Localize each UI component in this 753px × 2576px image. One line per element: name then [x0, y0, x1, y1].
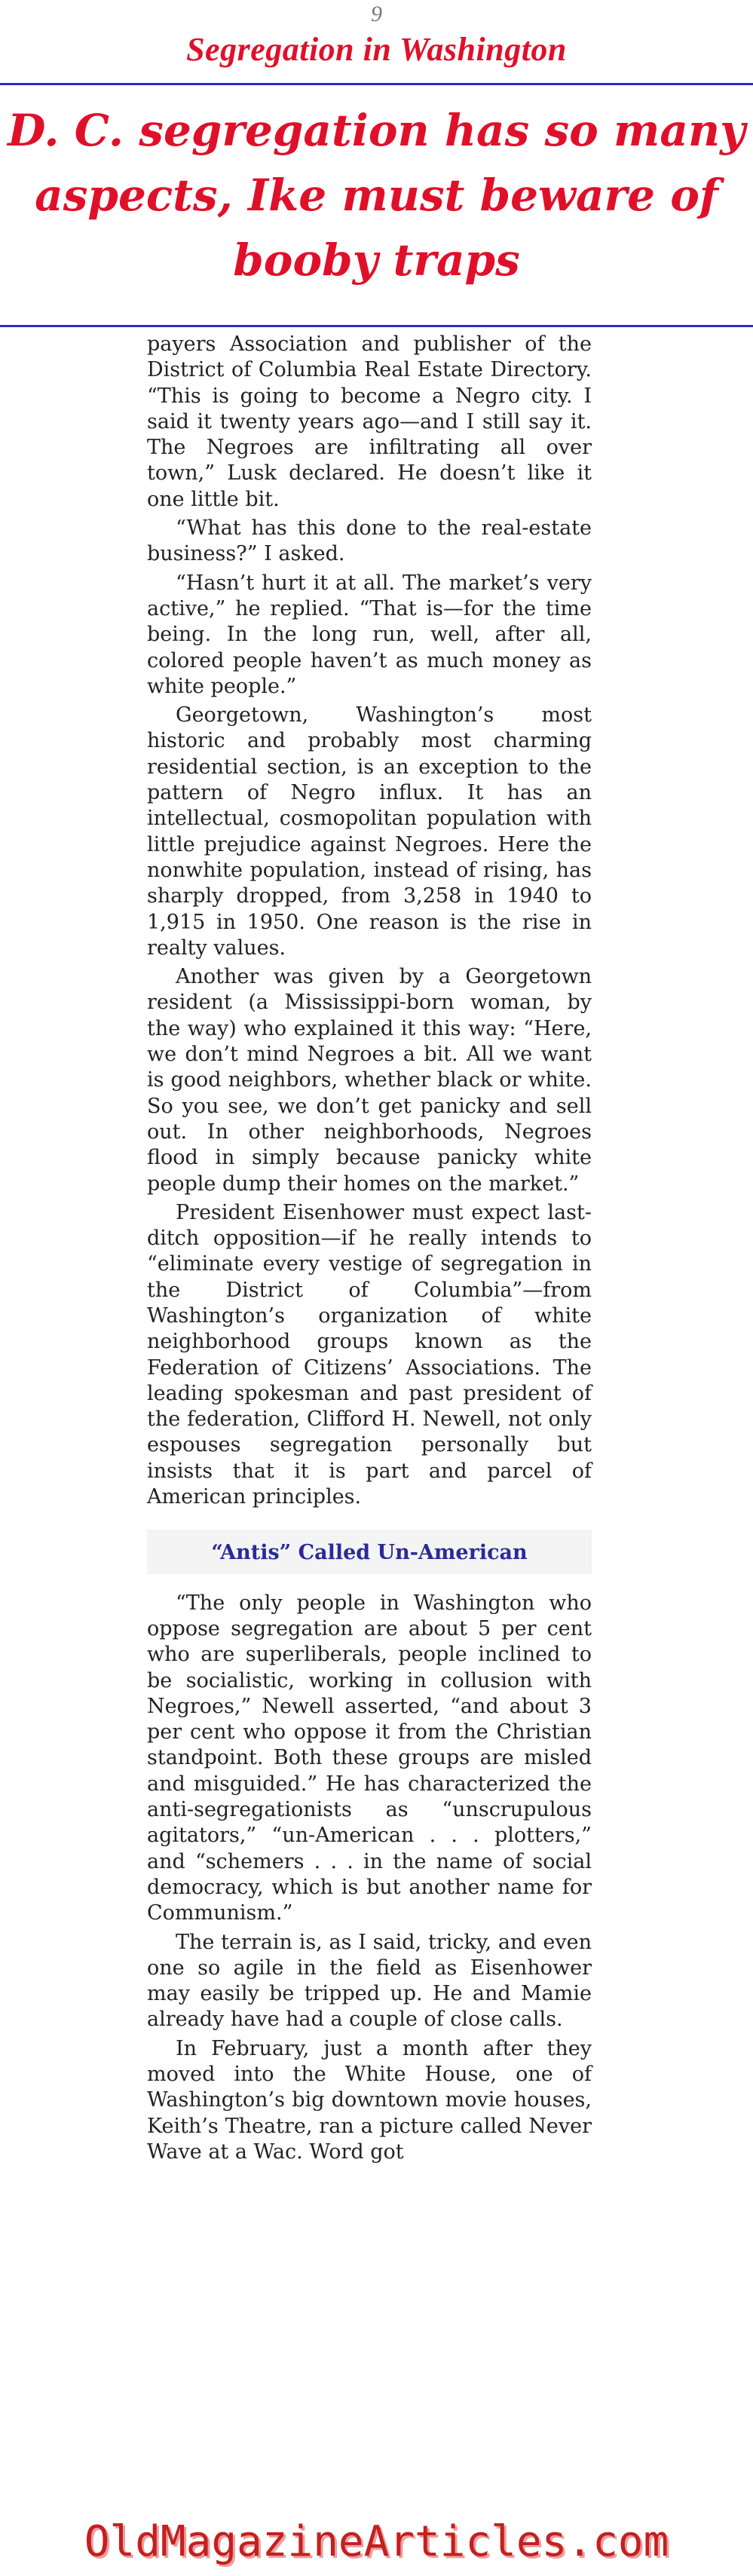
headline-line-1: D. C. segregation has so many	[8, 105, 745, 156]
section-title: Segregation in Washington	[186, 31, 567, 68]
article-paragraph: “What has this done to the real-estate business?” I asked.	[147, 516, 592, 566]
article-paragraph: Georgetown, Washington’s most historic and probably most charming residential section, is an exception to the pattern of Negro influx. It has an intellectual, cosmopolitan population with little prejudice against Negroes. Here the nonwhite population, instead of rising, has sharply dropped, from 3,258 in 1940 to 1,915 in 1950. One reason is the rise in realty values.	[147, 703, 592, 960]
article-paragraph: payers Association and publisher of the District of Columbia Real Estate Directory. “This is going to become a Negro city. I said it twenty years ago—and I still say it. The Negroes are infiltrating all over town,” Lusk declared. He doesn’t like it one little bit.	[147, 332, 592, 511]
article-paragraph: The terrain is, as I said, tricky, and even one so agile in the field as Eisenhower may easily be tripped up. He and Mamie already have had a couple of close calls.	[147, 1930, 592, 2032]
article-paragraph: In February, just a month after they moved into the White House, one of Washington’s big downtown movie houses, Keith’s Theatre, ran a picture called Never Wave at a Wac. Word got	[147, 2036, 592, 2164]
article-body	[147, 332, 592, 2168]
headline-line-2: aspects, Ike must beware of	[35, 170, 718, 221]
article-paragraph: Another was given by a Georgetown resident (a Mississippi-born woman, by the way) who explained it this way: “Here, we don’t mind Negroes a bit. All we want is good neighbors, whether black or white. So you see, we don’t get panicky and sell out. In other neighborhoods, Negroes flood in simply because panicky white people dump their homes on the market.”	[147, 965, 592, 1196]
headline-divider	[0, 325, 753, 327]
article-paragraph: President Eisenhower must expect last-ditch opposition—if he really intends to “eliminate every vestige of segregation in the District of Columbia”—from Washington’s organization of white neighborhood groups known as the Federation of Citizens’ Associations. The leading spokesman and past president of the federation, Clifford H. Newell, not only espouses segregation personally but insists that it is part and parcel of American principles.	[147, 1200, 592, 1509]
article-subheading: “Antis” Called Un-American	[147, 1530, 592, 1573]
article-paragraph: “The only people in Washington who oppose segregation are about 5 per cent who are superliberals, people inclined to be socialistic, working in collusion with Negroes,” Newell asserted, “and about 3 per cent who oppose it from the Christian standpoint. Both these groups are misled and misguided.” He has characterized the anti-segregationists as “unscrupulous agitators,” “un-American . . . plotters,” and “schemers . . . in the name of social democracy, which is but another name for Communism.”	[147, 1591, 592, 1925]
header-divider	[0, 83, 753, 85]
footer-site-name: OldMagazineArticles.com	[84, 2517, 669, 2566]
article-paragraph: “Hasn’t hurt it at all. The market’s very active,” he replied. “That is—for the time being. In the long run, well, after all, colored people haven’t as much money as white people.”	[147, 571, 592, 698]
headline	[0, 98, 753, 293]
page-number: 9	[371, 2, 382, 26]
headline-line-3: booby traps	[233, 234, 520, 286]
